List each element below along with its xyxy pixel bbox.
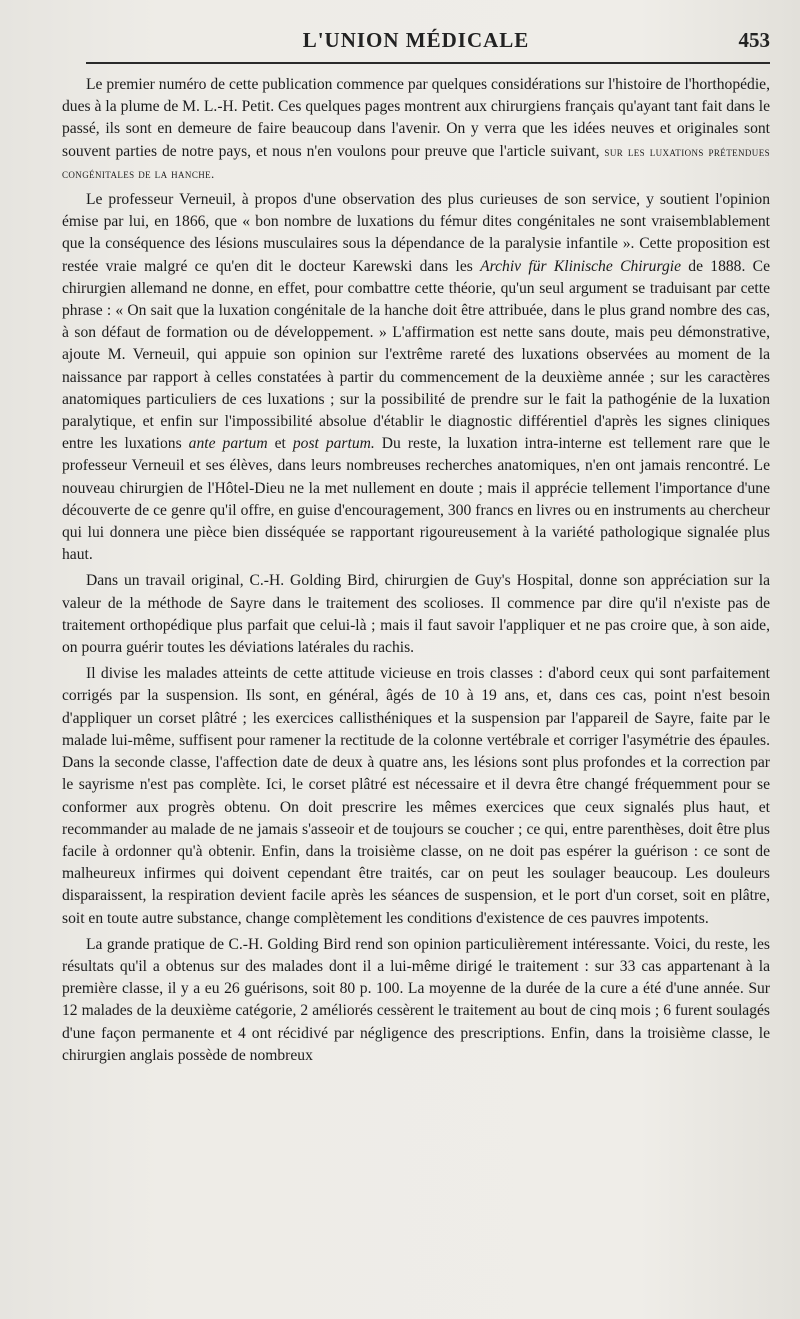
- latin-term-italic: ante partum: [188, 435, 268, 453]
- journal-title-italic: Archiv für Klinische Chirurgie: [480, 257, 681, 275]
- page-header: [62, 28, 770, 62]
- text-segment: Il divise les malades atteints de cette attitude vicieuse en trois classes : d'abord ceux qui sont parfaitement corrigés par la suspension. Ils sont, en général, âgés de 10 à 19 ans, et, dans ces cas, point n'est besoin d'appliquer un corset plâtré ; les exercices callisthéniques et la suspension par l'appareil de Sayre, faite par le malade lui-même, suffisent pour ramener la rectitude de la colonne vertébrale et corriger l'asymétrie des épaules. Dans la seconde classe, l'affection date de deux à quatre ans, les lésions sont plus profondes et la correction par le sayrisme n'est pas complète. Ici, le corset plâtré est nécessaire et il devra être changé fréquemment pour se conformer aux progrès obtenu. On doit prescrire les mêmes exercices que ceux signalés plus haut, et recommander au malade de ne jamais s'asseoir et de toujours se coucher ; ce qui, entre parenthèses, doit être plus facile à ordonner qu'à obtenir. Enfin, dans la troisième classe, on ne doit pas espérer la guérison : ce sont de malheureux infirmes qui doivent cependant être traités, car on peut les soulager beaucoup. Les douleurs disparaissent, la respiration devient facile après les séances de suspension, et le port d'un corset, soit en plâtre, soit en toute autre substance, change complètement les conditions d'existence de ces pauvres impotents.: [62, 665, 770, 927]
- paragraph-1: [62, 74, 770, 185]
- text-segment: de 1888. Ce chirurgien allemand ne donne, en effet, pour combattre cette théorie, qu'un seul argument se traduisant par cette phrase : « On sait que la luxation congénitale de la hanche doit être attribuée, dans le plus grand nombre des cas, à son défaut de formation ou de développement. » L'affirmation est nette sans doute, mais peu démonstrative, ajoute M. Verneuil, qui appuie son opinion sur l'extrême rareté des luxations observées au moment de la naissance par rapport à celles constatées à partir du commencement de la deuxième année ; sur les caractères anatomiques particuliers de ces luxations ; sur la possibilité de prendre sur le fait la pathogénie de la luxation paralytique, et enfin sur l'impossibilité absolue d'établir le diagnostic différentiel d'après les signes cliniques entre les luxations: [62, 257, 770, 453]
- latin-term-italic: post partum.: [292, 435, 375, 453]
- text-segment: Le professeur Verneuil, à propos d'une observation des plus curieuses de son service, y soutient l'opinion émise par lui, en 1866, que « bon nombre de luxations du fémur dites congénitales ne sont vraisemblablement que la conséquence des lésions musculaires sous la dépendance de la paralysie infantile ». Cette proposition est restée vraie malgré ce qu'en dit le docteur Karewski dans les: [62, 191, 770, 275]
- paragraph-4: [62, 663, 770, 929]
- paragraph-5: [62, 934, 770, 1067]
- running-title: L'UNION MÉDICALE: [302, 28, 530, 52]
- paragraph-3: [62, 570, 770, 659]
- paragraph-2: [62, 189, 770, 566]
- header-rule: [86, 62, 770, 64]
- text-segment: et: [267, 435, 293, 453]
- text-segment: Dans un travail original, C.-H. Golding Bird, chirurgien de Guy's Hospital, donne son appréciation sur la valeur de la méthode de Sayre dans le traitement des scolioses. Il commence par dire qu'il n'existe pas de traitement orthopédique plus parfait que celui-là ; mais il faut savoir l'appliquer et ne pas croire que, à son aide, on pourra guérir toutes les déviations latérales du rachis.: [62, 572, 770, 657]
- page-number: 453: [738, 28, 770, 52]
- text-segment: La grande pratique de C.-H. Golding Bird rend son opinion particulièrement intéressante. Voici, du reste, les résultats qu'il a obtenus sur des malades dont il a lui-même dirigé le traitement : sur 33 cas appartenant à la première classe, il y a eu 26 guérisons, soit 80 p. 100. La moyenne de la durée de la cure a été d'une année. Sur 12 malades de la deuxième catégorie, 2 améliorés cessèrent le traitement au bout de cinq mois ; 6 furent soulagés d'une façon permanente et 4 ont récidivé par négligence des prescriptions. Enfin, dans la troisième classe, le chirurgien anglais possède de nombreux: [62, 935, 770, 1064]
- article-title-smallcaps: sur les luxations prétendues congénitales de la hanche.: [62, 143, 770, 181]
- text-segment: Le premier numéro de cette publication commence par quelques considérations sur l'histoire de l'horthopédie, dues à la plume de M. L.-H. Petit. Ces quelques pages montrent aux chirurgiens français qu'ayant tant fait dans le passé, ils sont en demeure de faire beaucoup dans l'avenir. On y verra que les idées neuves et originales sont souvent parties de notre pays, et nous n'en voulons pour preuve que l'article suivant,: [62, 76, 770, 160]
- text-segment: Du reste, la luxation intra-interne est tellement rare que le professeur Verneuil et ses élèves, dans leurs nombreuses recherches anatomiques, n'en ont jamais rencontré. Le nouveau chirurgien de l'Hôtel-Dieu ne la met nullement en doute ; mais il apprécie tellement l'importance d'une découverte de ce genre qu'il offre, en guise d'encouragement, 300 francs en livres ou en instruments au chercheur qui lui donnera une pièce bien disséquée se rapportant rigoureusement à la variété pathologique signalée plus haut.: [62, 435, 770, 564]
- article-body: [62, 74, 770, 1067]
